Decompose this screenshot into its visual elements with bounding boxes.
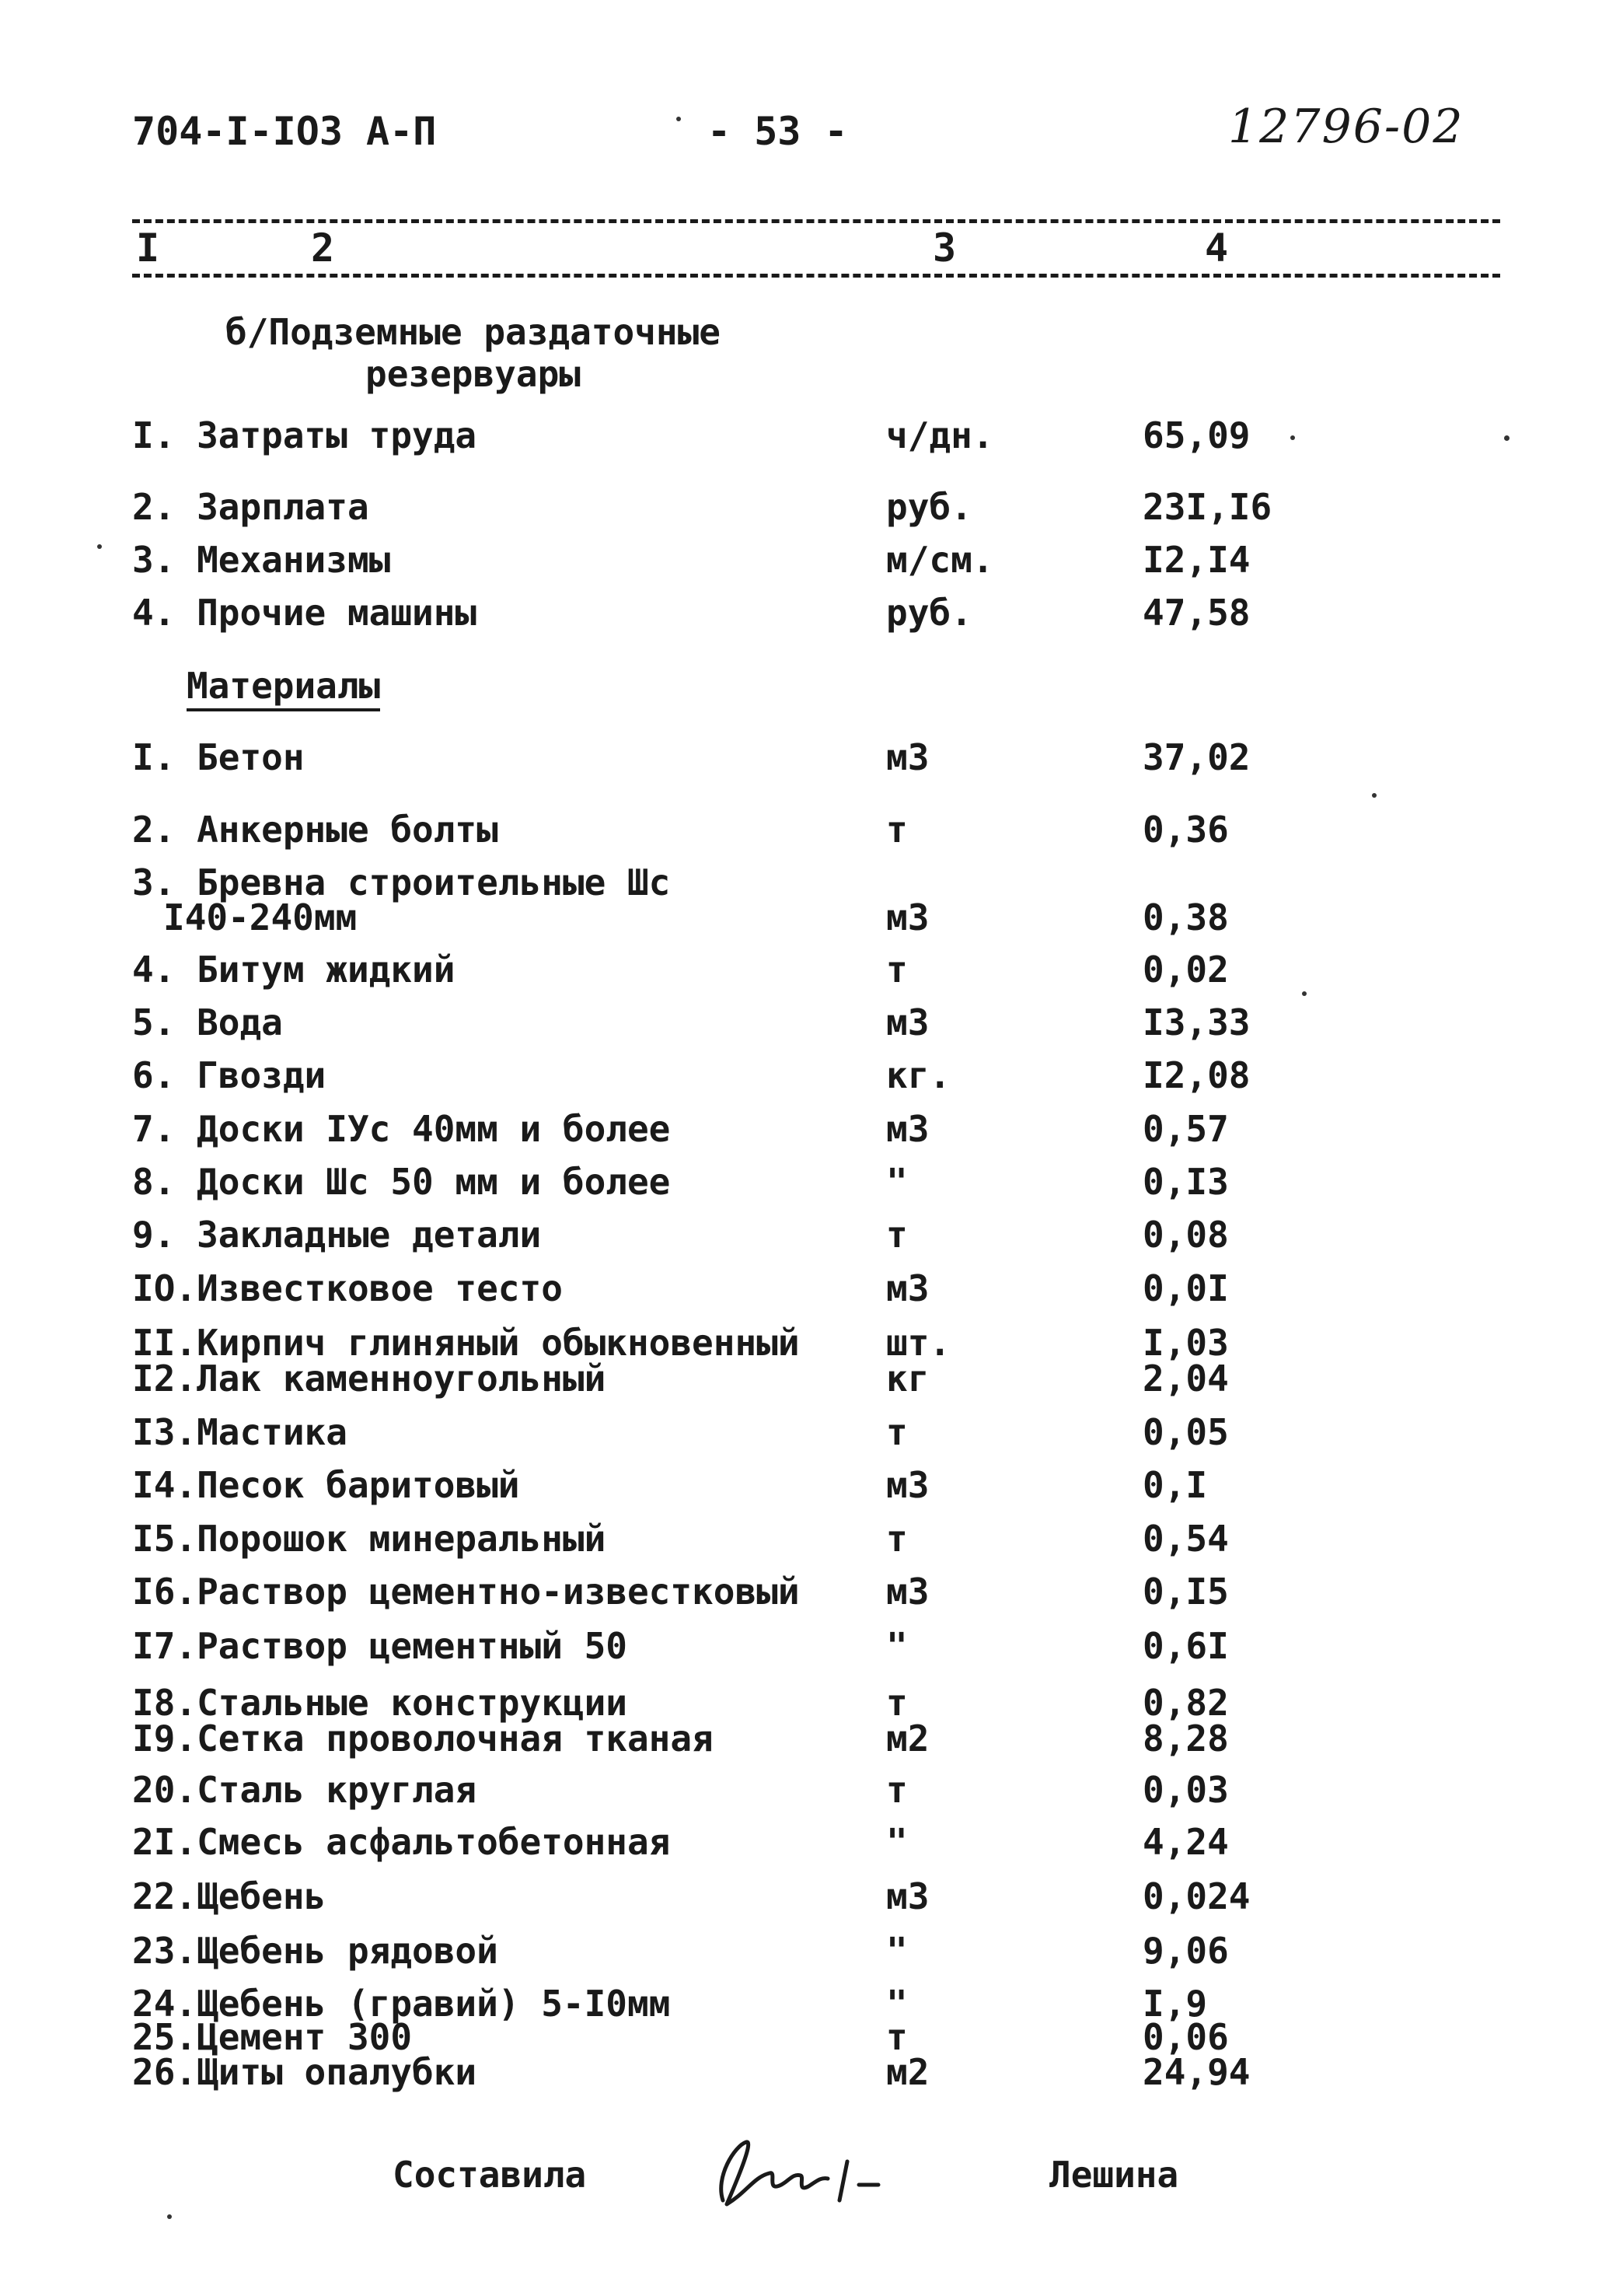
item-name: I6.Раствор цементно-известковый — [132, 1571, 800, 1613]
section-title — [225, 311, 721, 395]
item-quantity: 0,54 — [1143, 1518, 1229, 1560]
list-item — [0, 1267, 1616, 1314]
item-quantity: 0,38 — [1143, 896, 1229, 938]
divider-bottom — [132, 274, 1500, 278]
materials-heading: Материалы — [187, 665, 380, 711]
page-number: - 53 - — [707, 109, 848, 154]
item-quantity: I,9 — [1143, 1983, 1208, 2025]
list-item — [0, 1161, 1616, 1207]
item-quantity: 8,28 — [1143, 1718, 1229, 1760]
item-name: 2. Зарплата — [132, 486, 369, 528]
document-code: 704-I-IO3 А-П — [132, 109, 437, 154]
item-quantity: 65,09 — [1143, 414, 1251, 456]
item-quantity: 0,57 — [1143, 1108, 1229, 1150]
list-item — [0, 809, 1616, 855]
item-name: 3. Бревна строительные Шс — [132, 861, 671, 903]
list-item — [0, 539, 1616, 585]
item-name: 9. Закладные детали — [132, 1214, 542, 1256]
item-unit: м/см. — [886, 539, 994, 581]
item-unit: м3 — [886, 1267, 930, 1309]
item-unit: м3 — [886, 1875, 930, 1917]
item-unit: " — [886, 1821, 908, 1863]
item-name: 24.Щебень (гравий) 5-I0мм — [132, 1983, 671, 2025]
item-name: II.Кирпич глиняный обыкновенный — [132, 1322, 800, 1364]
item-quantity: 0,82 — [1143, 1682, 1229, 1724]
item-unit: м3 — [886, 736, 930, 778]
list-item — [0, 414, 1616, 461]
item-unit: шт. — [886, 1322, 951, 1364]
item-quantity: 37,02 — [1143, 736, 1251, 778]
list-item — [0, 1625, 1616, 1672]
item-quantity: 23I,I6 — [1143, 486, 1272, 528]
item-quantity: I,03 — [1143, 1322, 1229, 1364]
item-unit: кг. — [886, 1054, 951, 1096]
list-item — [0, 1358, 1616, 1404]
item-unit: т — [886, 949, 908, 991]
item-name: I3.Мастика — [132, 1411, 347, 1453]
item-quantity: I2,I4 — [1143, 539, 1251, 581]
item-unit: т — [886, 2016, 908, 2058]
list-item — [0, 861, 1616, 947]
item-unit: м2 — [886, 2051, 930, 2093]
list-item — [0, 736, 1616, 783]
item-unit: м3 — [886, 1001, 930, 1043]
scan-speck — [676, 117, 681, 121]
list-item — [0, 2051, 1616, 2098]
list-item — [0, 1001, 1616, 1048]
item-quantity: 0,I5 — [1143, 1571, 1229, 1613]
list-item — [0, 949, 1616, 995]
item-quantity: 0,024 — [1143, 1875, 1251, 1917]
item-quantity: 0,06 — [1143, 2016, 1229, 2058]
list-item — [0, 486, 1616, 533]
column-number-3: 3 — [933, 225, 957, 271]
item-unit: т — [886, 1518, 908, 1560]
item-unit: руб. — [886, 486, 972, 528]
signature — [692, 2130, 925, 2216]
item-name: I. Затраты труда — [132, 414, 477, 456]
list-item — [0, 1054, 1616, 1101]
item-quantity: 0,02 — [1143, 949, 1229, 991]
scan-speck — [1302, 991, 1307, 996]
item-name: I4.Песок баритовый — [132, 1464, 520, 1506]
item-name: 2. Анкерные болты — [132, 809, 498, 851]
item-name: 7. Доски IУс 40мм и более — [132, 1108, 671, 1150]
item-unit: т — [886, 809, 908, 851]
column-number-2: 2 — [311, 225, 335, 271]
item-quantity: 0,6I — [1143, 1625, 1229, 1667]
list-item — [0, 1875, 1616, 1922]
item-unit: т — [886, 1769, 908, 1811]
list-item — [0, 1571, 1616, 1617]
item-unit: т — [886, 1682, 908, 1724]
item-quantity: I3,33 — [1143, 1001, 1251, 1043]
item-name: 26.Щиты опалубки — [132, 2051, 477, 2093]
list-item — [0, 1411, 1616, 1458]
item-unit: " — [886, 1930, 908, 1972]
item-unit: кг — [886, 1358, 930, 1400]
item-name-continued: I40-240мм — [163, 896, 358, 938]
item-unit: ч/дн. — [886, 414, 994, 456]
scan-speck — [167, 2214, 172, 2219]
column-number-4: 4 — [1205, 225, 1229, 271]
list-item — [0, 1821, 1616, 1868]
section-title-line-2: резервуары — [365, 353, 581, 395]
item-quantity: 2,04 — [1143, 1358, 1229, 1400]
item-name: 2I.Смесь асфальтобетонная — [132, 1821, 671, 1863]
item-unit: м3 — [886, 1108, 930, 1150]
list-item — [0, 1769, 1616, 1815]
item-unit: м3 — [886, 896, 930, 938]
item-name: 22.Щебень — [132, 1875, 326, 1917]
list-item — [0, 592, 1616, 638]
item-unit: " — [886, 1161, 908, 1203]
item-name: 4. Прочие машины — [132, 592, 477, 634]
item-unit: " — [886, 1625, 908, 1667]
column-number-1: I — [136, 225, 160, 271]
item-quantity: 0,05 — [1143, 1411, 1229, 1453]
item-quantity: 0,36 — [1143, 809, 1229, 851]
item-name: IO.Известковое тесто — [132, 1267, 563, 1309]
item-name: 3. Механизмы — [132, 539, 391, 581]
scan-speck — [1372, 793, 1377, 798]
item-name: I9.Сетка проволочная тканая — [132, 1718, 714, 1760]
item-name: 25.Цемент 300 — [132, 2016, 413, 2058]
item-quantity: 9,06 — [1143, 1930, 1229, 1972]
item-name: 8. Доски Шс 50 мм и более — [132, 1161, 671, 1203]
divider-top — [132, 219, 1500, 223]
item-unit: т — [886, 1411, 908, 1453]
list-item — [0, 1464, 1616, 1511]
list-item — [0, 1930, 1616, 1976]
item-name: 23.Щебень рядовой — [132, 1930, 498, 1972]
item-name: I7.Раствор цементный 50 — [132, 1625, 627, 1667]
item-quantity: 0,I3 — [1143, 1161, 1229, 1203]
item-name: I. Бетон — [132, 736, 305, 778]
list-item — [0, 1518, 1616, 1564]
scan-speck — [1504, 435, 1510, 441]
compiler-name: Лешина — [1049, 2154, 1179, 2196]
item-quantity: I2,08 — [1143, 1054, 1251, 1096]
item-unit: м3 — [886, 1571, 930, 1613]
item-quantity: 4,24 — [1143, 1821, 1229, 1863]
scan-speck — [97, 544, 102, 549]
item-unit: м3 — [886, 1464, 930, 1506]
item-quantity: 0,08 — [1143, 1214, 1229, 1256]
item-name: I5.Порошок минеральный — [132, 1518, 606, 1560]
item-quantity: 47,58 — [1143, 592, 1251, 634]
item-name: 5. Вода — [132, 1001, 283, 1043]
item-unit: руб. — [886, 592, 972, 634]
list-item — [0, 1718, 1616, 1764]
handwritten-number: 12796-02 — [1228, 100, 1464, 154]
item-quantity: 0,I — [1143, 1464, 1208, 1506]
item-name: 4. Битум жидкий — [132, 949, 455, 991]
item-unit: " — [886, 1983, 908, 2025]
list-item — [0, 1108, 1616, 1155]
item-quantity: 0,0I — [1143, 1267, 1229, 1309]
item-quantity: 24,94 — [1143, 2051, 1251, 2093]
section-title-line-1: б/Подземные раздаточные — [225, 311, 721, 353]
item-unit: м2 — [886, 1718, 930, 1760]
item-name: I2.Лак каменноугольный — [132, 1358, 606, 1400]
item-name: 20.Сталь круглая — [132, 1769, 477, 1811]
item-name: 6. Гвозди — [132, 1054, 326, 1096]
item-quantity: 0,03 — [1143, 1769, 1229, 1811]
scan-speck — [1290, 435, 1295, 440]
item-unit: т — [886, 1214, 908, 1256]
list-item — [0, 1214, 1616, 1260]
item-name: I8.Стальные конструкции — [132, 1682, 627, 1724]
compiled-by-label: Составила — [393, 2154, 587, 2196]
